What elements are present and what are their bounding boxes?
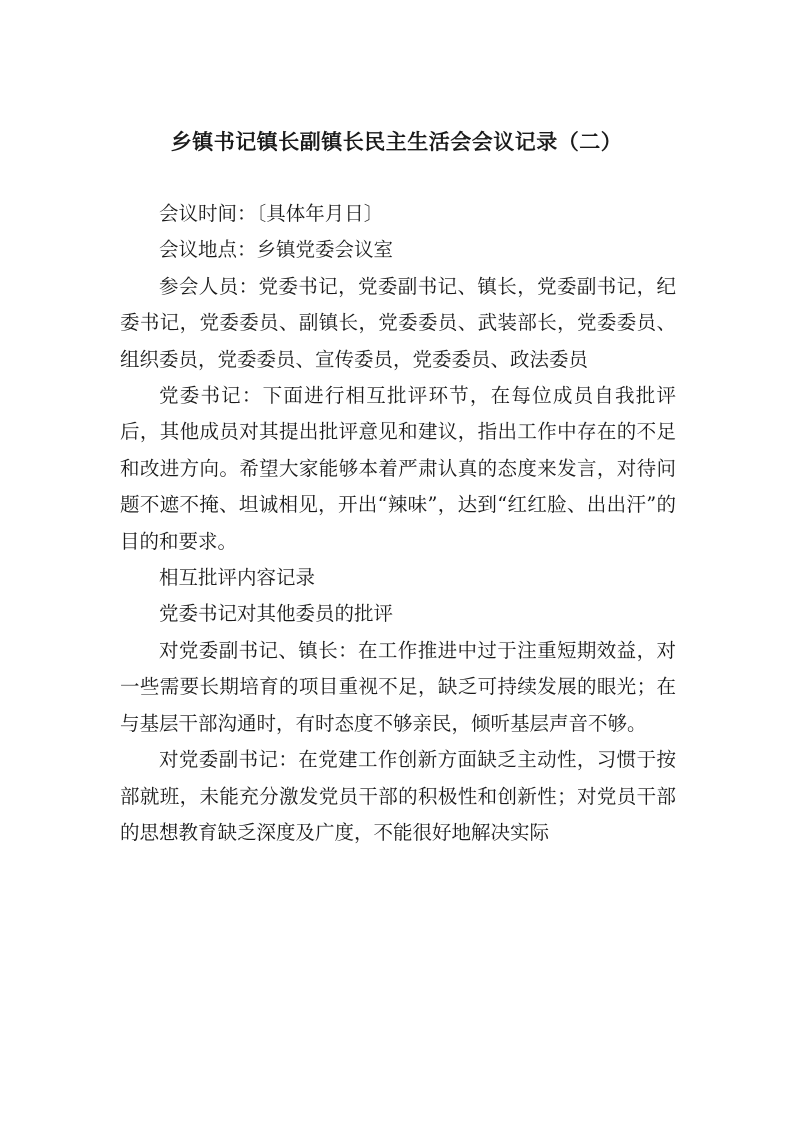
- secretary-opening-remarks: 党委书记：下面进行相互批评环节，在每位成员自我批评后，其他成员对其提出批评意见和建议，指出工作中存在的不足和改进方向。希望大家能够本着严肃认真的态度来发言，对待问题不遮不掩、坦诚相见，开出“辣味”，达到“红红脸、出出汗”的目的和要求。: [120, 384, 676, 553]
- section-heading-criticism-record: 相互批评内容记录: [159, 566, 316, 590]
- document-title: 乡镇书记镇长副镇长民主生活会会议记录（二）: [170, 129, 623, 154]
- section-heading-secretary-criticism: 党委书记对其他委员的批评: [159, 602, 394, 626]
- criticism-deputy-secretary: 对党委副书记：在党建工作创新方面缺乏主动性，习惯于按部就班，未能充分激发党员干部的积极性和创新性；对党员干部的思想教育缺乏深度及广度，不能很好地解决实际: [120, 748, 676, 844]
- attendees: 参会人员：党委书记，党委副书记、镇长，党委副书记，纪委书记，党委委员、副镇长，党委委员、武装部长，党委委员、组织委员，党委委员、宣传委员，党委委员、政法委员: [120, 274, 676, 371]
- document-body: [120, 196, 676, 851]
- meeting-time: 会议时间：〔具体年月日〕: [159, 202, 384, 225]
- meeting-location: 会议地点：乡镇党委会议室: [159, 238, 394, 262]
- criticism-deputy-secretary-mayor: 对党委副书记、镇长：在工作推进中过于注重短期效益，对一些需要长期培育的项目重视不足，缺乏可持续发展的眼光；在与基层干部沟通时，有时态度不够亲民，倾听基层声音不够。: [120, 638, 676, 735]
